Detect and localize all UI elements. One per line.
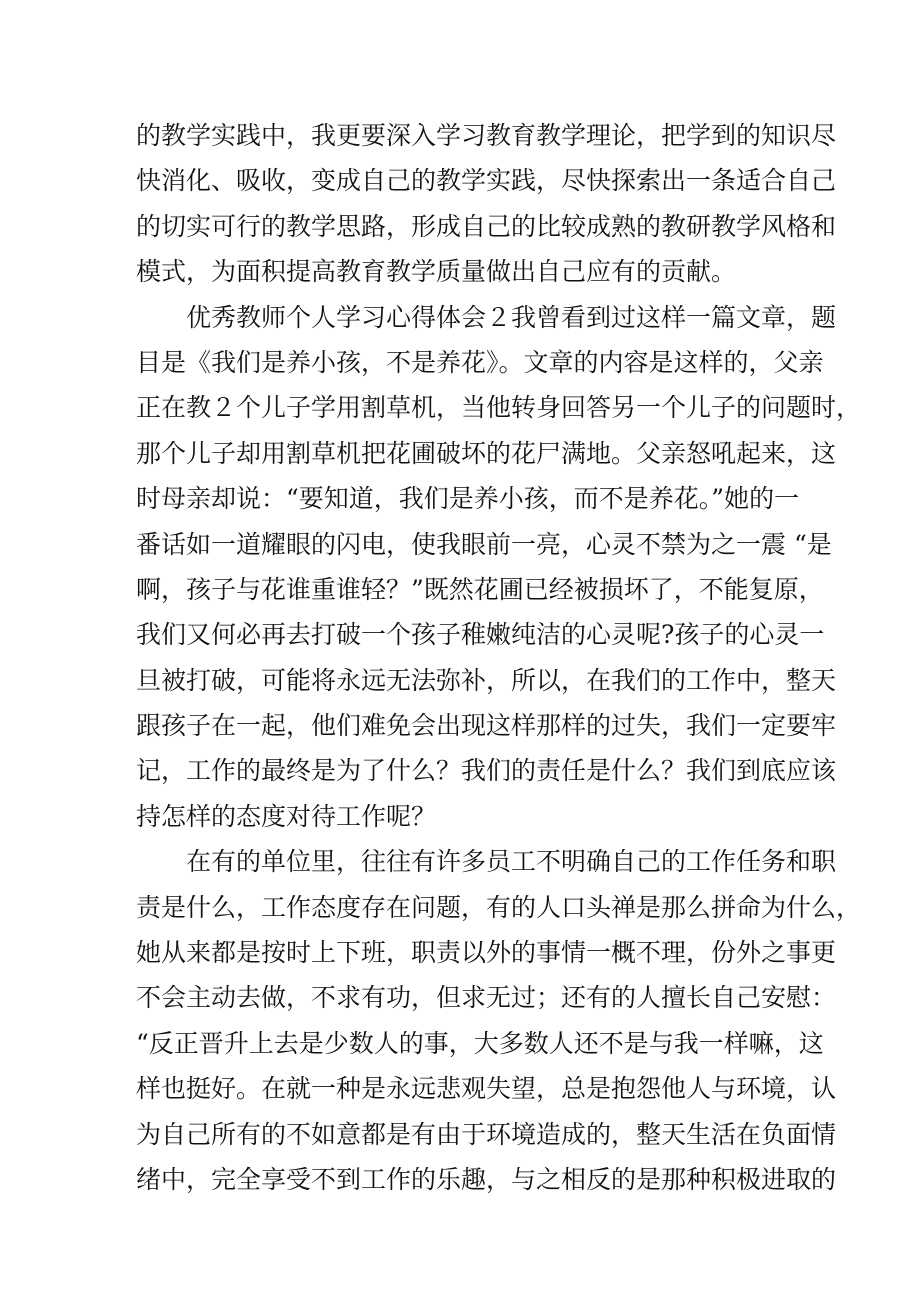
text-line: 跟孩子在一起，他们难免会出现这样那样的过失，我们一定要牢 (136, 711, 837, 741)
text-line: “反正晋升上去是少数人的事，大多数人还不是与我一样嘛，这 (136, 1028, 824, 1058)
text-line: 时母亲却说：“要知道，我们是养小孩，而不是养花。”她的一 (136, 484, 800, 514)
text-line: 我们又何必再去打破一个孩子稚嫩纯洁的心灵呢?孩子的心灵一 (136, 620, 825, 650)
text-line: 责是什么，工作态度存在问题，有的人口头禅是那么拼命为什么， (136, 892, 862, 922)
text-line: 的教学实践中，我更要深入学习教育教学理论，把学到的知识尽 (136, 121, 837, 150)
paragraph-start-line: 在有的单位里，往往有许多员工不明确自己的工作任务和职 (186, 847, 837, 877)
text-line: 啊，孩子与花谁重谁轻？”既然花圃已经被损坏了，不能复原， (136, 574, 824, 604)
text-line: 绪中，完全享受不到工作的乐趣，与之相反的是那种积极进取的 (136, 1164, 837, 1194)
text-line: 番话如一道耀眼的闪电，使我眼前一亮，心灵不禁为之一震 “是 (136, 529, 832, 559)
text-line: 旦被打破，可能将永远无法弥补，所以，在我们的工作中，整天 (136, 665, 837, 695)
text-line: 的切实可行的教学思路，形成自己的比较成熟的教研教学风格和 (136, 211, 837, 241)
text-line: 不会主动去做，不求有功，但求无过；还有的人擅长自己安慰： (136, 983, 837, 1013)
text-line: 她从来都是按时上下班，职责以外的事情一概不理，份外之事更 (136, 938, 837, 968)
text-line: 记，工作的最终是为了什么？我们的责任是什么？我们到底应该 (136, 756, 837, 786)
text-line: 目是《我们是养小孩，不是养花》。文章的内容是这样的，父亲 (136, 347, 824, 377)
text-line: 为自己所有的不如意都是有由于环境造成的，整天生活在负面情 (136, 1119, 837, 1149)
text-line: 模式，为面积提高教育教学质量做出自己应有的贡献。 (136, 257, 737, 287)
paragraph-start-line: 优秀教师个人学习心得体会２我曾看到过这样一篇文章，题 (186, 302, 837, 332)
text-line: 持怎样的态度对待工作呢？ (136, 801, 437, 831)
document-body (136, 113, 862, 1202)
text-line: 那个儿子却用割草机把花圃破坏的花尸满地。父亲怒吼起来，这 (136, 438, 837, 468)
text-line: 样也挺好。在就一种是永远悲观失望，总是抱怨他人与环境，认 (136, 1074, 837, 1104)
text-line: 正在教２个儿子学用割草机，当他转身回答另一个儿子的问题时， (136, 393, 862, 423)
text-line: 快消化、吸收，变成自己的教学实践，尽快探索出一条适合自己 (136, 166, 837, 196)
